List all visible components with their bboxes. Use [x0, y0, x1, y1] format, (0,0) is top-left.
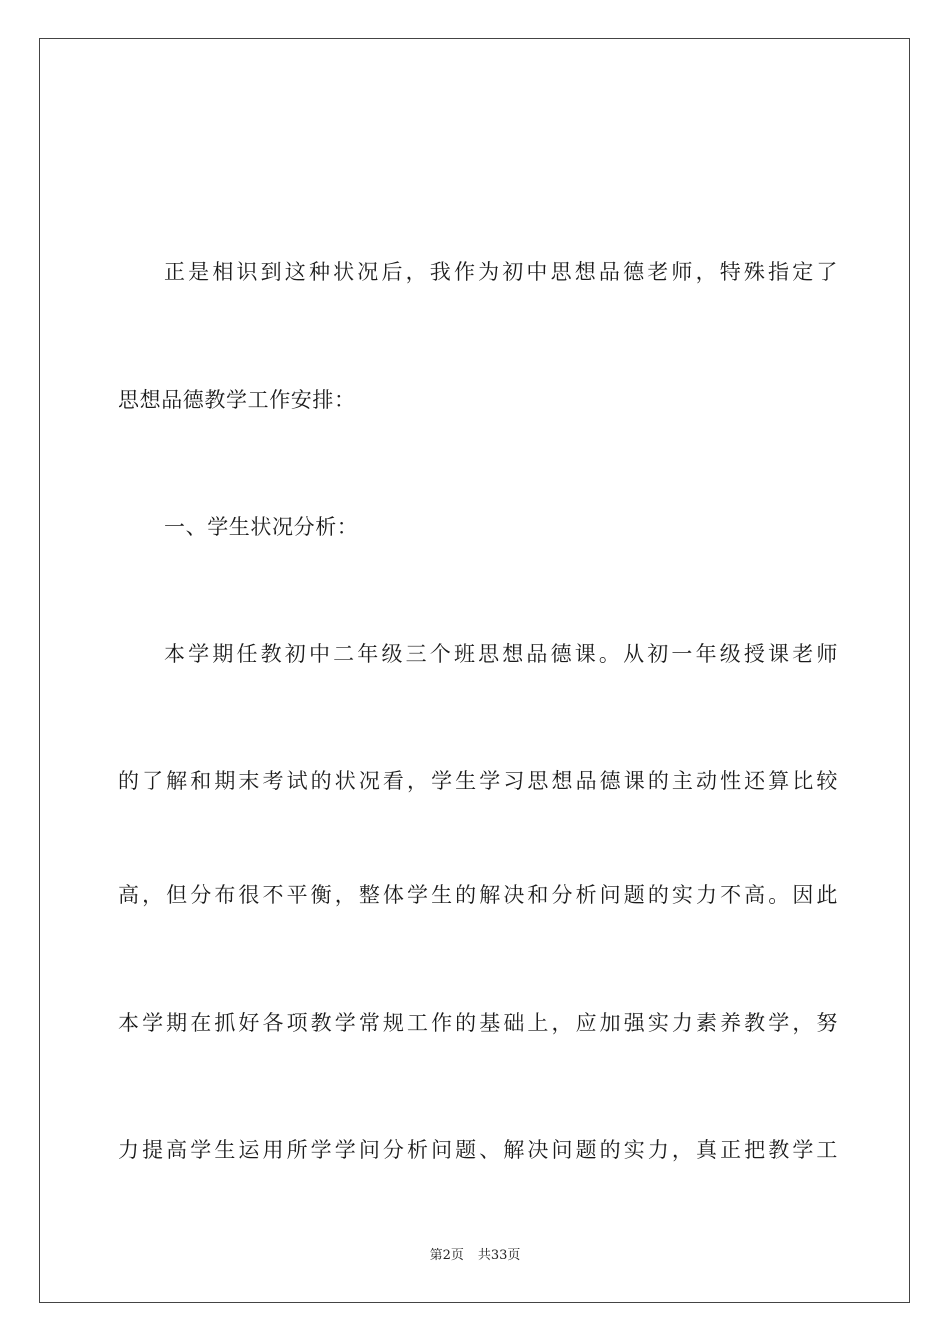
paragraph-line: 思想品德教学工作安排：	[118, 388, 356, 412]
paragraph-line: 本学期在抓好各项教学常规工作的基础上，应加强实力素养教学，努	[118, 1011, 838, 1035]
paragraph-line: 高，但分布很不平衡，整体学生的解决和分析问题的实力不高。因此	[118, 883, 838, 907]
paragraph-line: 力提高学生运用所学学问分析问题、解决问题的实力，真正把教学工	[118, 1138, 838, 1162]
page-footer	[0, 1247, 950, 1265]
total-pages: 共33页	[477, 1248, 521, 1263]
paragraph-line: 正是相识到这种状况后，我作为初中思想品德老师，特殊指定了	[164, 260, 838, 284]
paragraph-line: 的了解和期末考试的状况看，学生学习思想品德课的主动性还算比较	[118, 769, 838, 793]
paragraph-line: 本学期任教初中二年级三个班思想品德课。从初一年级授课老师	[164, 642, 838, 666]
section-heading: 一、学生状况分析：	[164, 515, 359, 539]
page-border	[39, 38, 910, 1303]
page-number: 第2页	[429, 1248, 464, 1263]
